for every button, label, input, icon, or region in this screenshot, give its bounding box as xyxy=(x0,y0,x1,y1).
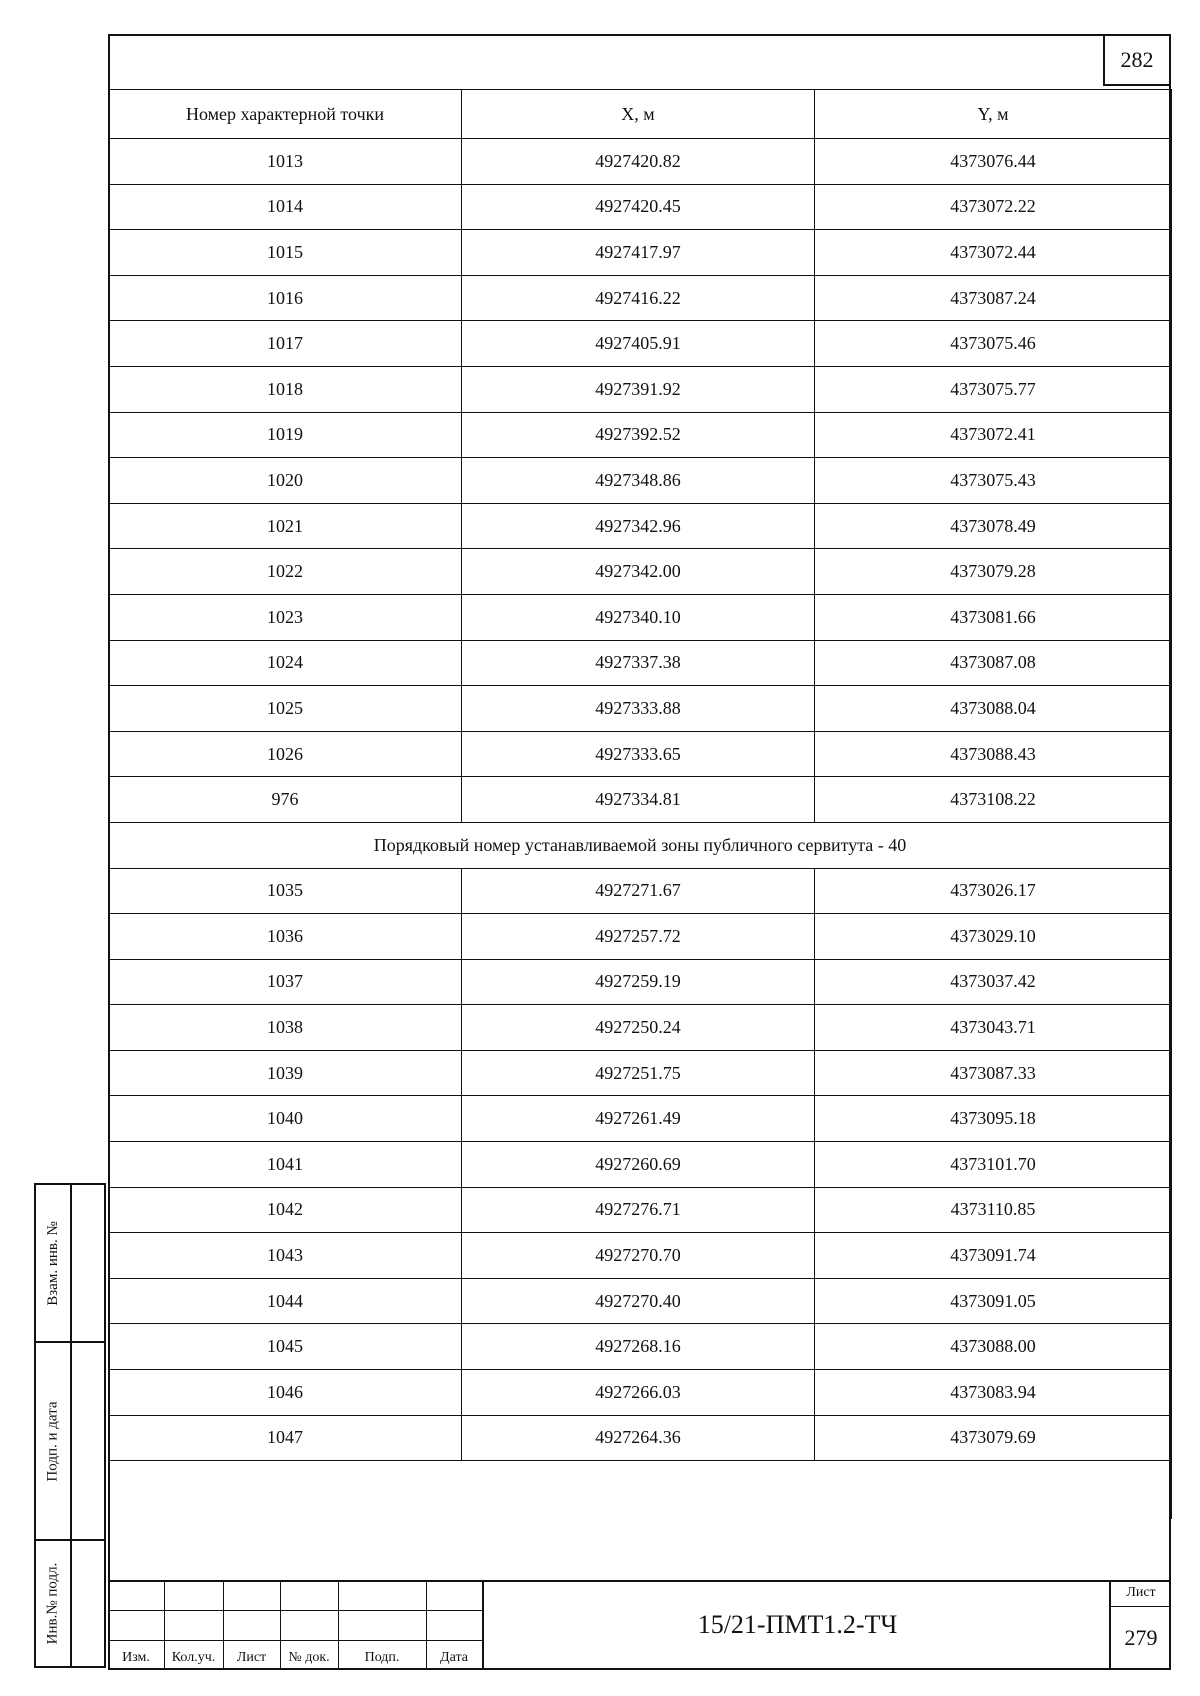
table-row xyxy=(109,959,1172,1005)
section-row xyxy=(109,822,1172,868)
table-row xyxy=(109,1050,1172,1096)
cell-point-number: 1016 xyxy=(109,275,462,321)
cell-point-number: 1014 xyxy=(109,184,462,230)
cell-y: 4373029.10 xyxy=(815,914,1172,960)
side-block-vzam xyxy=(34,1183,106,1343)
cell-x: 4927340.10 xyxy=(462,594,815,640)
cap-data: Дата xyxy=(440,1650,468,1665)
table-row xyxy=(109,1096,1172,1142)
side-label-inv: Инв.№ подл. xyxy=(44,1562,61,1645)
cell-point-number: 1021 xyxy=(109,503,462,549)
header-y: Y, м xyxy=(815,90,1172,139)
cell-point-number: 1037 xyxy=(109,959,462,1005)
cell-x: 4927342.96 xyxy=(462,503,815,549)
empty-cell xyxy=(109,1461,1172,1520)
cell-y: 4373043.71 xyxy=(815,1005,1172,1051)
table-row xyxy=(109,640,1172,686)
coordinates-table xyxy=(108,89,1172,1519)
cell-point-number: 1045 xyxy=(109,1324,462,1370)
cell-y: 4373083.94 xyxy=(815,1370,1172,1416)
table-row xyxy=(109,686,1172,732)
cell-x: 4927334.81 xyxy=(462,777,815,823)
cell-y: 4373087.08 xyxy=(815,640,1172,686)
cell-point-number: 1015 xyxy=(109,230,462,276)
cell-point-number: 1035 xyxy=(109,868,462,914)
table-header-row xyxy=(109,90,1172,139)
title-block xyxy=(108,1580,1171,1670)
table-row xyxy=(109,184,1172,230)
cell-y: 4373091.05 xyxy=(815,1278,1172,1324)
page-number: 282 xyxy=(1103,34,1171,86)
table-row xyxy=(109,366,1172,412)
cell-x: 4927260.69 xyxy=(462,1142,815,1188)
cell-y: 4373110.85 xyxy=(815,1187,1172,1233)
table-row xyxy=(109,139,1172,185)
cell-y: 4373088.43 xyxy=(815,731,1172,777)
side-block-podp xyxy=(34,1341,106,1541)
cell-point-number: 976 xyxy=(109,777,462,823)
cell-point-number: 1038 xyxy=(109,1005,462,1051)
cell-x: 4927416.22 xyxy=(462,275,815,321)
cell-y: 4373076.44 xyxy=(815,139,1172,185)
cap-kol-uch: Кол.уч. xyxy=(171,1650,216,1665)
cell-y: 4373091.74 xyxy=(815,1233,1172,1279)
sheet-box xyxy=(1109,1580,1171,1670)
table-body xyxy=(109,139,1172,1520)
cell-y: 4373095.18 xyxy=(815,1096,1172,1142)
cap-nom-dok: № док. xyxy=(288,1650,330,1665)
cell-x: 4927337.38 xyxy=(462,640,815,686)
cell-x: 4927271.67 xyxy=(462,868,815,914)
cell-point-number: 1044 xyxy=(109,1278,462,1324)
cell-x: 4927268.16 xyxy=(462,1324,815,1370)
cell-point-number: 1036 xyxy=(109,914,462,960)
side-block-inv xyxy=(34,1539,106,1668)
cell-point-number: 1022 xyxy=(109,549,462,595)
table-row xyxy=(109,868,1172,914)
cell-x: 4927392.52 xyxy=(462,412,815,458)
cell-x: 4927270.40 xyxy=(462,1278,815,1324)
cell-y: 4373079.69 xyxy=(815,1415,1172,1461)
cell-point-number: 1043 xyxy=(109,1233,462,1279)
page-frame xyxy=(108,34,1171,1670)
table-row xyxy=(109,275,1172,321)
side-label-podp: Подп. и дата xyxy=(44,1400,61,1482)
cell-y: 4373072.41 xyxy=(815,412,1172,458)
cap-podp: Подп. xyxy=(364,1650,400,1665)
cell-y: 4373075.46 xyxy=(815,321,1172,367)
cell-point-number: 1041 xyxy=(109,1142,462,1188)
cell-x: 4927266.03 xyxy=(462,1370,815,1416)
cell-x: 4927417.97 xyxy=(462,230,815,276)
table-row xyxy=(109,1233,1172,1279)
cell-y: 4373037.42 xyxy=(815,959,1172,1005)
table-row xyxy=(109,1415,1172,1461)
cell-point-number: 1019 xyxy=(109,412,462,458)
cell-point-number: 1026 xyxy=(109,731,462,777)
cell-x: 4927420.82 xyxy=(462,139,815,185)
cell-point-number: 1042 xyxy=(109,1187,462,1233)
table-row xyxy=(109,458,1172,504)
sheet-number: 279 xyxy=(1124,1625,1158,1650)
cap-izm: Изм. xyxy=(122,1650,150,1665)
table-row xyxy=(109,1187,1172,1233)
cell-point-number: 1025 xyxy=(109,686,462,732)
table-row xyxy=(109,914,1172,960)
table-row xyxy=(109,230,1172,276)
cell-y: 4373072.44 xyxy=(815,230,1172,276)
cell-x: 4927259.19 xyxy=(462,959,815,1005)
sheet-label: Лист xyxy=(1111,1580,1171,1607)
cell-x: 4927276.71 xyxy=(462,1187,815,1233)
table-row xyxy=(109,549,1172,595)
cell-point-number: 1013 xyxy=(109,139,462,185)
cell-x: 4927342.00 xyxy=(462,549,815,595)
table-row xyxy=(109,412,1172,458)
cell-y: 4373075.43 xyxy=(815,458,1172,504)
cell-point-number: 1020 xyxy=(109,458,462,504)
cell-x: 4927348.86 xyxy=(462,458,815,504)
section-title: Порядковый номер устанавливаемой зоны публичного сервитута - 40 xyxy=(109,822,1172,868)
cell-x: 4927250.24 xyxy=(462,1005,815,1051)
cell-y: 4373081.66 xyxy=(815,594,1172,640)
table-row xyxy=(109,503,1172,549)
cell-y: 4373087.24 xyxy=(815,275,1172,321)
revision-grid xyxy=(108,1580,482,1670)
table-row xyxy=(109,777,1172,823)
cell-x: 4927251.75 xyxy=(462,1050,815,1096)
cell-y: 4373087.33 xyxy=(815,1050,1172,1096)
cell-y: 4373026.17 xyxy=(815,868,1172,914)
cell-point-number: 1040 xyxy=(109,1096,462,1142)
cell-x: 4927391.92 xyxy=(462,366,815,412)
cell-x: 4927257.72 xyxy=(462,914,815,960)
table-row xyxy=(109,594,1172,640)
cell-y: 4373075.77 xyxy=(815,366,1172,412)
cell-point-number: 1039 xyxy=(109,1050,462,1096)
table-row xyxy=(109,1370,1172,1416)
cell-point-number: 1024 xyxy=(109,640,462,686)
header-x: X, м xyxy=(462,90,815,139)
header-point-number: Номер характерной точки xyxy=(109,90,462,139)
cell-point-number: 1047 xyxy=(109,1415,462,1461)
document-code: 15/21-ПМТ1.2-ТЧ xyxy=(482,1580,1111,1670)
cell-x: 4927333.88 xyxy=(462,686,815,732)
cell-y: 4373108.22 xyxy=(815,777,1172,823)
cell-point-number: 1018 xyxy=(109,366,462,412)
cap-list: Лист xyxy=(236,1650,267,1665)
table-row xyxy=(109,1278,1172,1324)
cell-point-number: 1017 xyxy=(109,321,462,367)
cell-point-number: 1023 xyxy=(109,594,462,640)
empty-row xyxy=(109,1461,1172,1520)
table-row xyxy=(109,731,1172,777)
cell-x: 4927270.70 xyxy=(462,1233,815,1279)
cell-x: 4927264.36 xyxy=(462,1415,815,1461)
cell-y: 4373079.28 xyxy=(815,549,1172,595)
table-row xyxy=(109,321,1172,367)
table-row xyxy=(109,1142,1172,1188)
cell-point-number: 1046 xyxy=(109,1370,462,1416)
cell-y: 4373101.70 xyxy=(815,1142,1172,1188)
table-row xyxy=(109,1324,1172,1370)
side-label-vzam: Взам. инв. № xyxy=(44,1220,61,1306)
table-row xyxy=(109,1005,1172,1051)
cell-y: 4373072.22 xyxy=(815,184,1172,230)
cell-y: 4373088.04 xyxy=(815,686,1172,732)
cell-x: 4927333.65 xyxy=(462,731,815,777)
cell-y: 4373078.49 xyxy=(815,503,1172,549)
cell-x: 4927261.49 xyxy=(462,1096,815,1142)
cell-y: 4373088.00 xyxy=(815,1324,1172,1370)
cell-x: 4927420.45 xyxy=(462,184,815,230)
cell-x: 4927405.91 xyxy=(462,321,815,367)
